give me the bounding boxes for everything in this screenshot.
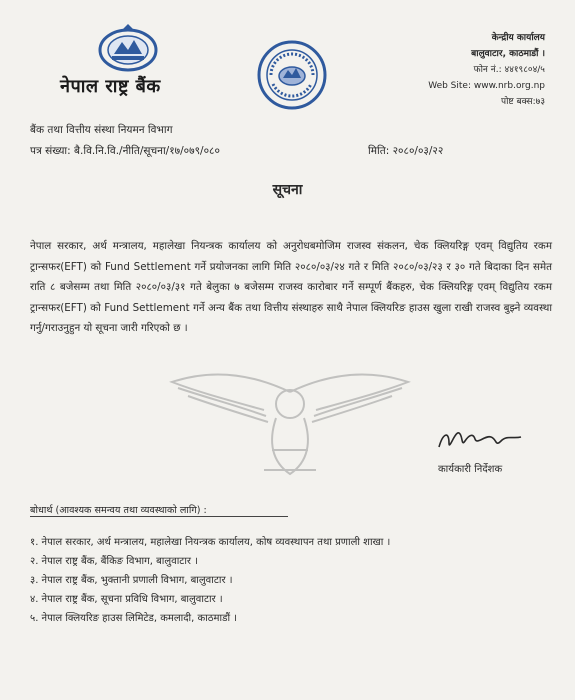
cc-item: ५. नेपाल क्लियरिङ हाउस लिमिटेड, कमलादी, काठमाडौं । [30,613,238,624]
cc-underline [30,516,288,517]
notice-subject: सूचना [272,182,303,198]
national-emblem-icon [168,362,412,482]
office-address: बालुवाटार, काठमाडौं । [471,49,545,59]
po-box: पोष्ट बक्स:७३ [500,97,545,107]
nrb-logo-icon [92,22,164,74]
cc-item: ३. नेपाल राष्ट्र बैंक, भुक्तानी प्रणाली विभाग, बालुवाटार । [30,575,233,586]
bank-name: नेपाल राष्ट्र बैंक [60,76,161,97]
reference-number: पत्र संख्या: बै.वि.नि.वि./नीति/सूचना/१७/०७९/०८० [30,145,220,157]
cc-item: १. नेपाल सरकार, अर्थ मन्त्रालय, महालेखा नियन्त्रक कार्यालय, कोष व्यवस्थापन तथा प्रणाली शाखा । [30,537,391,548]
signer-title: कार्यकारी निर्देशक [438,464,503,475]
office-name: केन्द्रीय कार्यालय [491,33,545,43]
department-name: बैंक तथा वित्तीय संस्था नियमन विभाग [30,124,173,136]
website: Web Site: www.nrb.org.np [428,81,545,91]
cc-item: २. नेपाल राष्ट्र बैंक, बैंकिङ विभाग, बालुवाटार । [30,556,198,567]
phone-number: फोन नं.: ४४१९८०४/५ [473,65,545,75]
office-contact-block [415,30,545,110]
cc-title: बोधार्थ (आवश्यक समन्वय तथा व्यवस्थाको लागि) : [30,505,207,516]
cc-list [30,533,390,628]
signature-icon [435,425,525,455]
notice-body: नेपाल सरकार, अर्थ मन्त्रालय, महालेखा नियन्त्रक कार्यालय को अनुरोधबमोजिम राजस्व संकलन, चेक क्लियरिङ्ग एवम् विद्युतिय रकम ट्रान्सफर(EFT) को Fund Settlement गर्ने प्रयोजनका लागि मिति २०८०/०३/२४ गते र मिति २०८०/०३/२३ र ३० गते बिदाका दिन समेत राति ८ बजेसम्म तथा मिति २०८०/०३/३१ गते बेलुका ७ बजेसम्म राजस्व कारोबार गर्ने सम्पूर्ण बैंकहरु, चेक क्लियरिङ्ग एवम् विद्युतिय रकम ट्रान्सफर(EFT) को Fund Settlement गर्ने अन्य बैंक तथा वित्तीय संस्थाहरु साथै नेपाल क्लियरिङ हाउस खुला राखी राजस्व बुझ्ने व्यवस्था गर्नु/गराउनुहुन यो सूचना जारी गरिएको छ । [30,240,552,334]
nrb-seal-icon [257,40,327,110]
cc-item: ४. नेपाल राष्ट्र बैंक, सूचना प्रविधि विभाग, बालुवाटार । [30,594,223,605]
notice-date: मिति: २०८०/०३/२२ [368,145,444,157]
